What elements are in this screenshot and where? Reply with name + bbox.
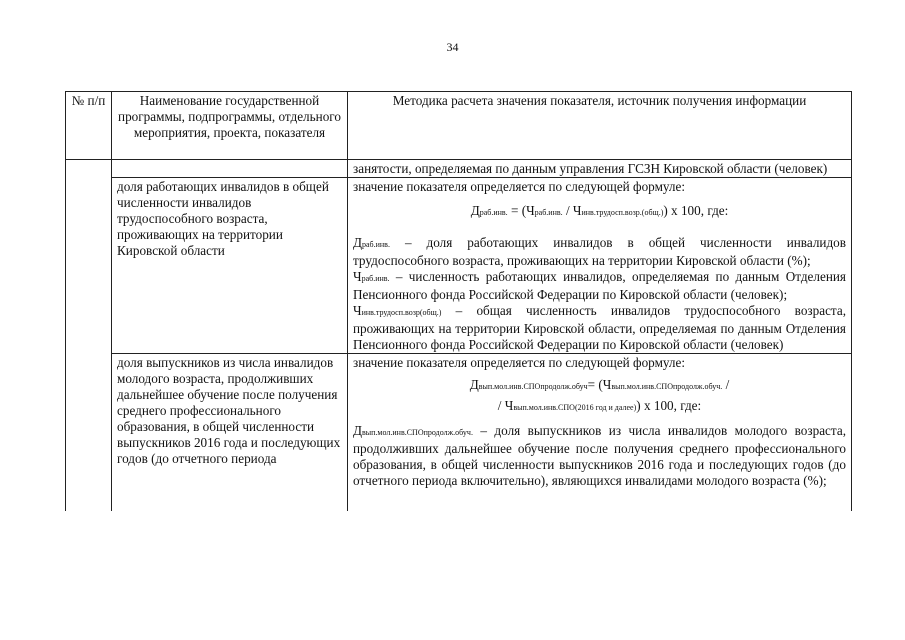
formula-intro: значение показателя определяется по следующей формуле: <box>353 179 686 194</box>
table-row <box>66 354 852 512</box>
formula-intro: значение показателя определяется по следующей формуле: <box>353 355 686 370</box>
definition: Чраб.инв. – численность работающих инвалидов, определяемая по данным Отделения Пенсионного фонда Российской Федерации по Кировской области (человек); <box>353 269 846 302</box>
definition: Драб.инв. – доля работающих инвалидов в общей численности инвалидов трудоспособного возраста, проживающих на территории Кировской области (%); <box>353 235 846 268</box>
definition: Чинв.трудосп.возр(общ.) – общая численность инвалидов трудоспособного возраста, проживающих на территории Кировской области, определяемая по данным Отделения Пенсионного фонда Российской Федерации по Кировской области (человек) <box>353 303 846 352</box>
table-header-row <box>66 92 852 160</box>
continuation-text: занятости, определяемая по данным управления ГСЗН Кировской области (человек) <box>348 160 852 178</box>
indicator-name: доля работающих инвалидов в общей численности инвалидов трудоспособного возраста, проживающих на территории Кировской области <box>112 178 348 354</box>
row-number-cell <box>66 178 112 354</box>
table-row <box>66 178 852 354</box>
row-number-cell <box>66 354 112 512</box>
indicator-method <box>348 354 852 512</box>
indicator-name: доля выпускников из числа инвалидов молодого возраста, продолживших дальнейшее обучение после получения среднего профессионального образования, в общей численности выпускников 2016 года и последующих годов (до отчетного периода <box>112 354 348 512</box>
header-method: Методика расчета значения показателя, источник получения информации <box>348 92 852 160</box>
formula: Двып.мол.инв.СПОпродолж.обуч= (Чвып.мол.инв.СПОпродолж.обуч. / / Чвып.мол.инв.СПО(2016 год и далее)) х 100, где: <box>469 377 730 413</box>
table-row <box>66 160 852 178</box>
header-name: Наименование государственной программы, подпрограммы, отдельного мероприятия, проекта, показателя <box>112 92 348 160</box>
methodology-table <box>65 91 852 511</box>
header-number: № п/п <box>66 92 112 160</box>
page-number: 34 <box>446 40 459 54</box>
row-name-cell <box>112 160 348 178</box>
row-number-cell <box>66 160 112 178</box>
definition: Двып.мол.инв.СПОпродолж.обуч. – доля выпускников из числа инвалидов молодого возраста, продолживших дальнейшее обучение после получения среднего профессионального образования, в общей численности выпускников 2016 года и последующих годов (до отчетного периода включительно), являющихся инвалидами молодого возраста (%); <box>353 423 846 488</box>
formula: Драб.инв. = (Чраб.инв. / Чинв.трудосп.возр.(общ.)) х 100, где: <box>470 203 729 218</box>
indicator-method <box>348 178 852 354</box>
